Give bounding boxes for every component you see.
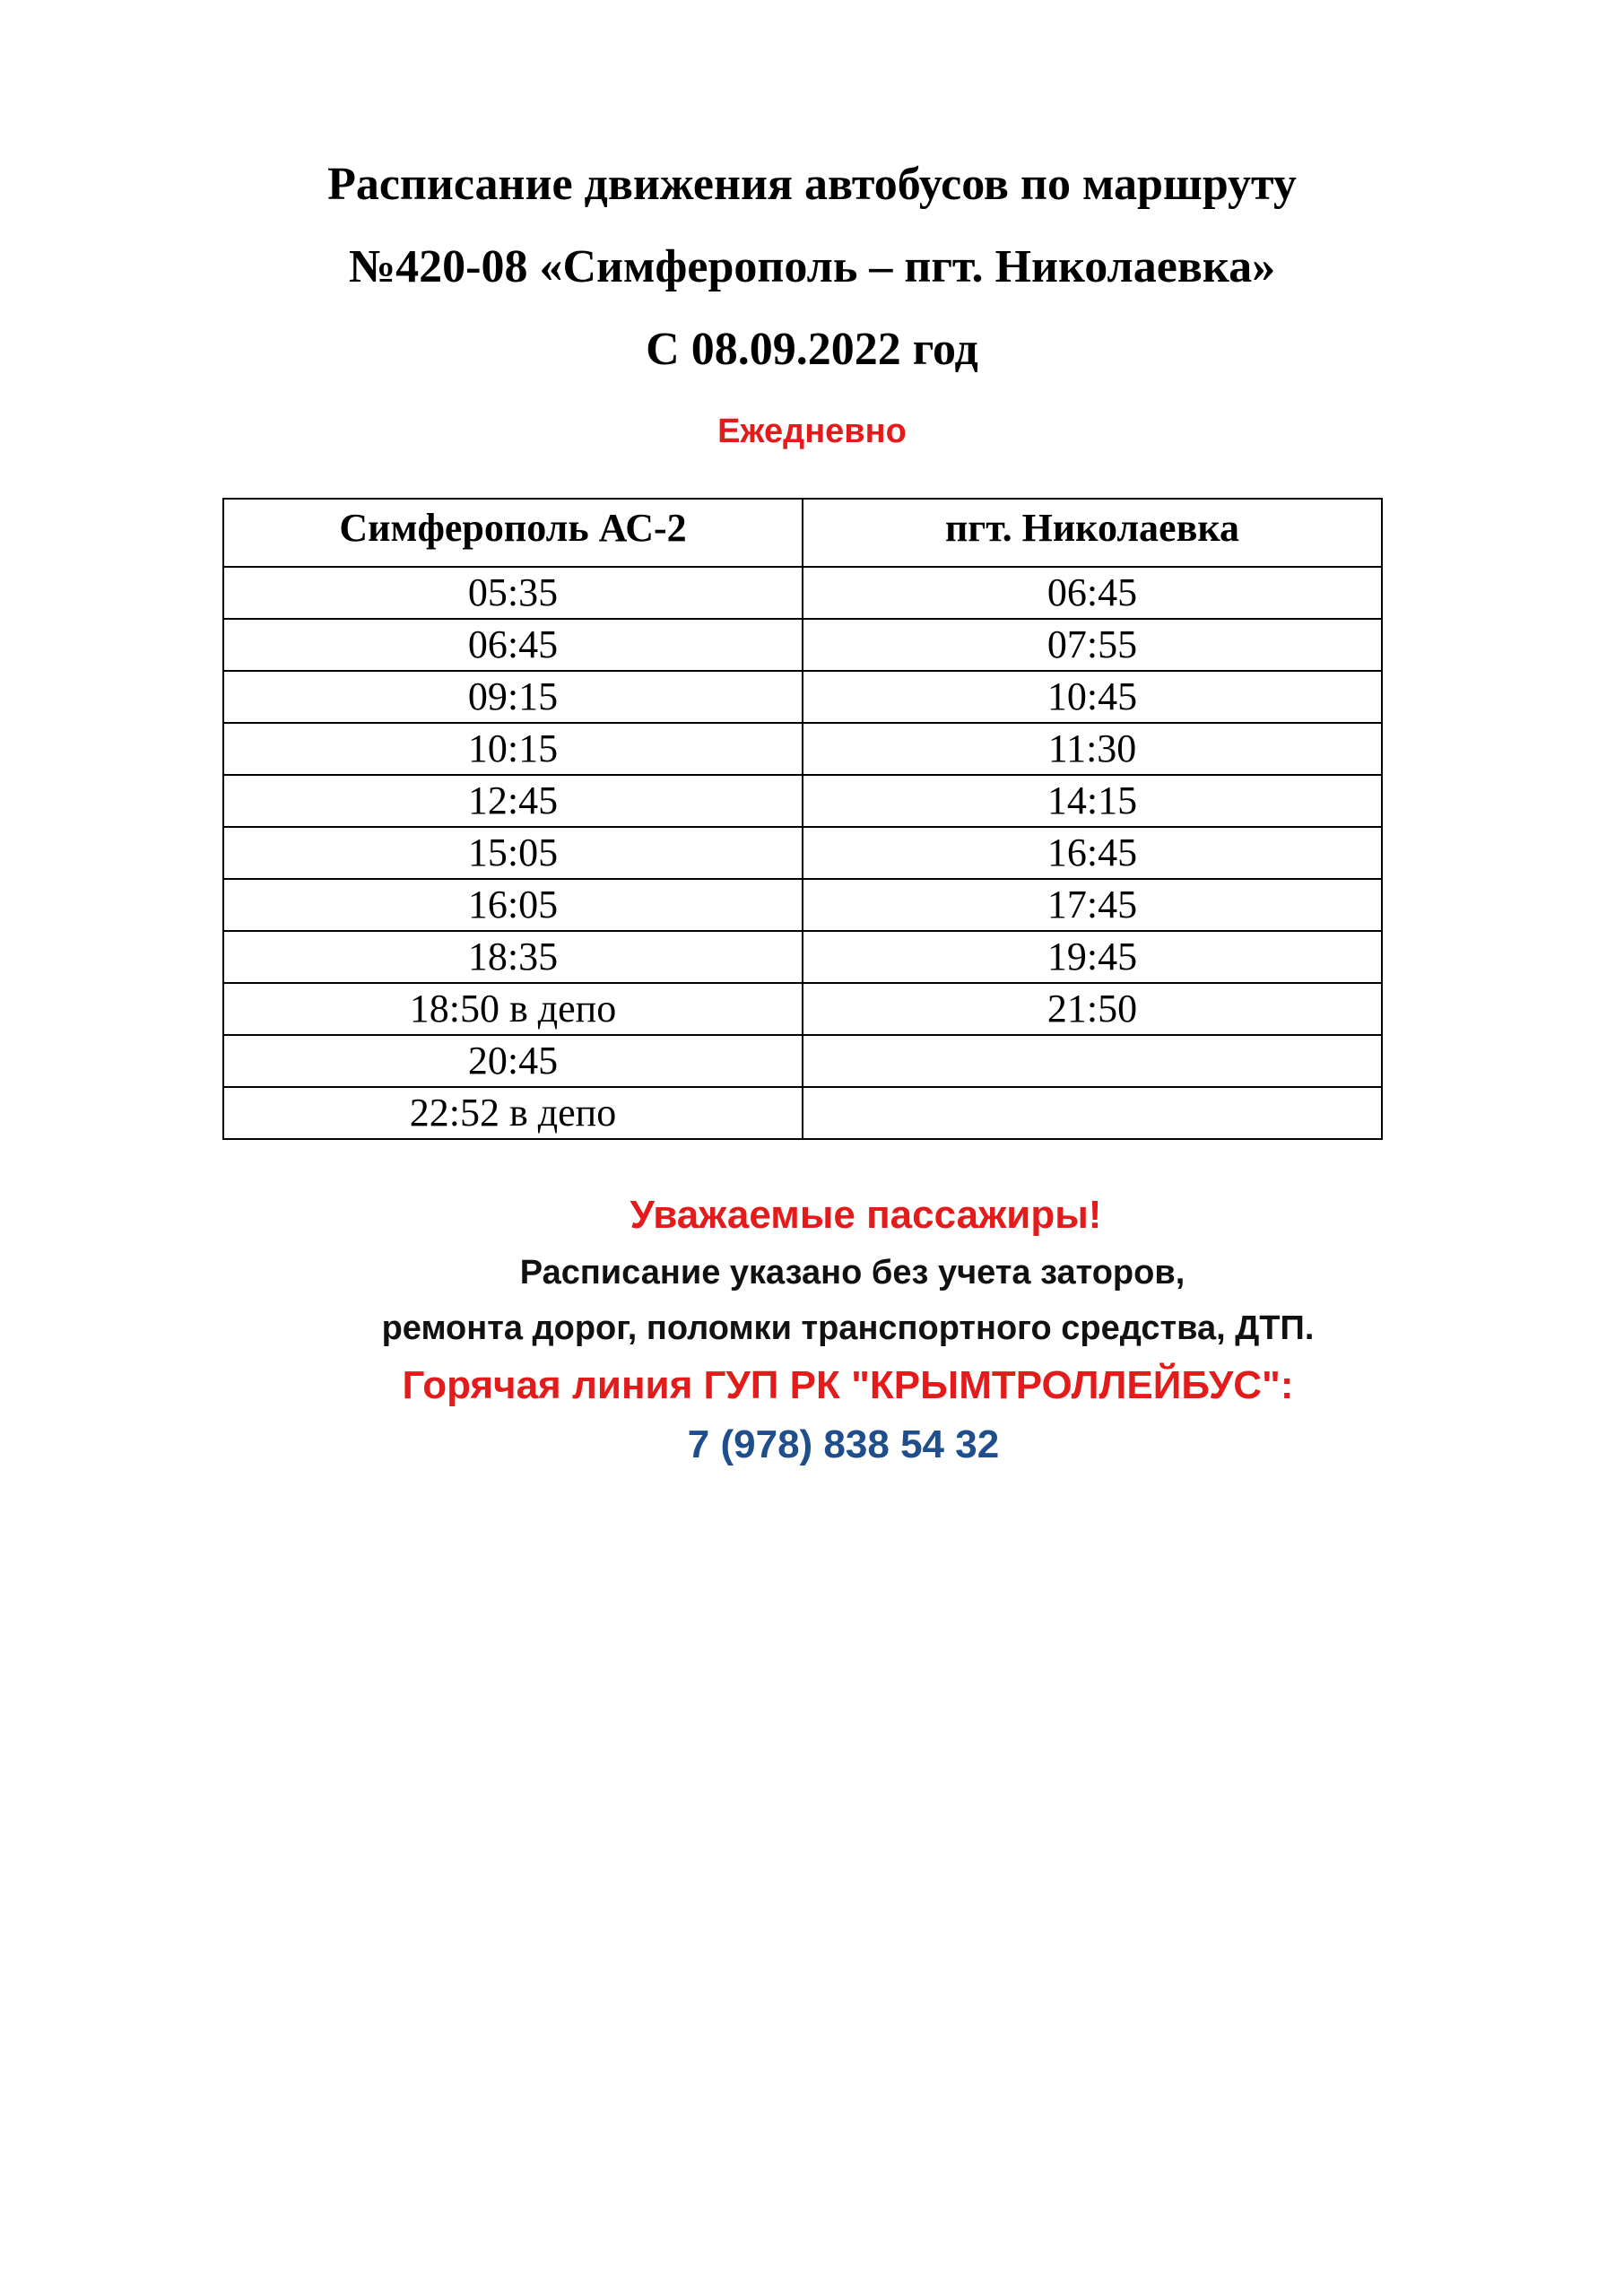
page-title-line-1: Расписание движения автобусов по маршруту	[327, 159, 1297, 210]
table-row	[223, 827, 1382, 879]
departure-simferopol: 15:05	[223, 827, 803, 879]
table-row	[223, 879, 1382, 931]
departure-simferopol: 06:45	[223, 619, 803, 671]
page-title-line-2: №420-08 «Симферополь – пгт. Николаевка»	[348, 241, 1276, 292]
notice-text-line-2: ремонта дорог, поломки транспортного средства, ДТП.	[381, 1309, 1315, 1347]
departure-simferopol: 12:45	[223, 775, 803, 827]
table-header-row	[223, 499, 1382, 567]
column-header-simferopol: Симферополь АС-2	[223, 499, 803, 567]
departure-nikolaevka: 14:15	[803, 775, 1382, 827]
departure-nikolaevka: 07:55	[803, 619, 1382, 671]
table-row	[223, 723, 1382, 775]
departure-simferopol: 16:05	[223, 879, 803, 931]
departure-simferopol: 09:15	[223, 671, 803, 723]
departure-nikolaevka: 06:45	[803, 567, 1382, 619]
departure-nikolaevka: 21:50	[803, 983, 1382, 1035]
departure-nikolaevka	[803, 1035, 1382, 1087]
table-row	[223, 983, 1382, 1035]
departure-nikolaevka: 19:45	[803, 931, 1382, 983]
column-header-nikolaevka: пгт. Николаевка	[803, 499, 1382, 567]
hotline-label: Горячая линия ГУП РК "КРЫМТРОЛЛЕЙБУС":	[402, 1363, 1294, 1407]
departure-nikolaevka: 17:45	[803, 879, 1382, 931]
page-title-line-3: С 08.09.2022 год	[646, 324, 978, 375]
departure-simferopol: 20:45	[223, 1035, 803, 1087]
table-row	[223, 1035, 1382, 1087]
notice-text-line-1: Расписание указано без учета заторов,	[519, 1254, 1185, 1292]
hotline-phone-number: 7 (978) 838 54 32	[687, 1422, 1000, 1466]
table-row	[223, 619, 1382, 671]
departure-nikolaevka: 16:45	[803, 827, 1382, 879]
frequency-label: Ежедневно	[717, 413, 907, 450]
table-row	[223, 671, 1382, 723]
departure-simferopol: 22:52 в депо	[223, 1087, 803, 1139]
notice-heading: Уважаемые пассажиры!	[630, 1193, 1102, 1237]
table-row	[223, 567, 1382, 619]
departure-simferopol: 05:35	[223, 567, 803, 619]
departure-simferopol: 18:35	[223, 931, 803, 983]
departure-nikolaevka	[803, 1087, 1382, 1139]
departure-simferopol: 18:50 в депо	[223, 983, 803, 1035]
schedule-table	[222, 498, 1383, 1140]
departure-simferopol: 10:15	[223, 723, 803, 775]
table-row	[223, 775, 1382, 827]
departure-nikolaevka: 10:45	[803, 671, 1382, 723]
departure-nikolaevka: 11:30	[803, 723, 1382, 775]
table-row	[223, 1087, 1382, 1139]
table-row	[223, 931, 1382, 983]
